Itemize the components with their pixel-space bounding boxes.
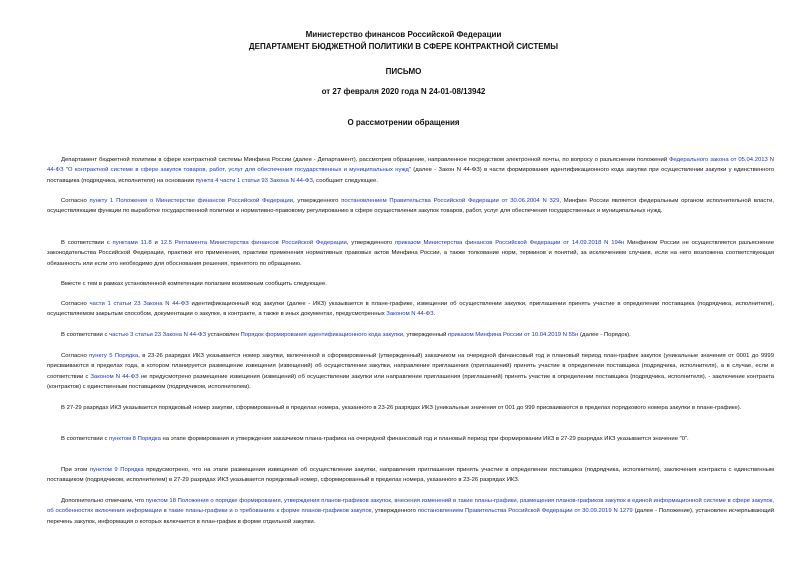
- legal-reference-link[interactable]: пунктами 11.8: [112, 240, 152, 246]
- legal-reference-link[interactable]: пунктом 8 Порядка: [109, 436, 161, 442]
- legal-reference-link[interactable]: Законом N 44-ФЗ: [90, 373, 139, 380]
- legal-reference-link[interactable]: Законом N 44-ФЗ: [386, 311, 434, 318]
- paragraph-text: В соответствии с: [61, 436, 110, 442]
- legal-reference-link[interactable]: пункту 5 Порядка: [89, 353, 139, 359]
- paragraph-text: (далее - Положение), установлен исчерпывающий перечень закупок, информация о которых включается в план-график в форме отдельной закупки.: [47, 508, 774, 525]
- paragraph-text: идентификационный код закупки (далее - ИКЗ) указывается в плане-графике, извещении об осуществлении закупки, приглашении принять участие в определении поставщика (подрядчика, исполнителя), осуществляемом закрытым способом, документации о закупке, в контракте, а также в иных документах, предусмотренных: [47, 301, 774, 318]
- legal-reference-link[interactable]: пункта 4 части 1 статьи 93 Закона N 44-ФЗ: [195, 177, 313, 184]
- paragraph-text: на этапе формирования и утверждения заказчиком плана-графика на очередной финансовый год и плановый период при формировании ИКЗ в 27-29 разрядах ИКЗ указывается значение "0".: [160, 436, 689, 442]
- paragraph-text: не предусмотрено размещение извещения (извещений) об осуществлении закупки или направление приглашения (приглашений) принять участие в определении поставщика (подрядчика, исполнителя), - заключение контракта (контрактов) с единственным поставщиком (подрядчиком, исполнителем).: [47, 373, 774, 390]
- legal-reference-link[interactable]: пункту 1 Положения о Министерстве финансов Российской Федерации: [89, 198, 293, 204]
- paragraph-text: В соответствии с: [61, 240, 113, 246]
- paragraph-text: .: [433, 311, 436, 318]
- paragraph-text: и: [151, 240, 161, 246]
- legal-reference-link[interactable]: части 1 статьи 23 Закона N 44-ФЗ: [89, 301, 189, 307]
- paragraph: [47, 299, 774, 320]
- legal-reference-link[interactable]: приказом Минфина России от 10.04.2019 N 55н: [448, 332, 579, 338]
- paragraph-text: (далее - Закон N 44-ФЗ) в части формирования идентификационного кода закупки при осуществлении закупки у единственного поставщика (подрядчика, исполнителя) на основании: [47, 167, 774, 184]
- paragraph: [47, 434, 774, 444]
- paragraph-text: предусмотрено, что на этапе размещения извещения об осуществлении закупки, направления приглашения принять участие в определении поставщика (подрядчика, исполнителя), заключения контракта с единственным поставщиком (подрядчиком, исполнителем) в 27-29 разрядах ИКЗ указывается порядковый номер, сформированный в пределах номера, указанного в 23-26 разрядах ИКЗ.: [47, 467, 774, 484]
- legal-reference-link[interactable]: Федерального закона от 05.04.2013 N 44-ФЗ "О контрактной системе в сфере закупок товаров, работ, услуг для обеспечения государственных и муниципальных нужд": [47, 157, 774, 174]
- department-title: ДЕПАРТАМЕНТ БЮДЖЕТНОЙ ПОЛИТИКИ В СФЕРЕ КОНТРАКТНОЙ СИСТЕМЫ: [248, 42, 559, 51]
- paragraph: [47, 279, 774, 289]
- legal-reference-link[interactable]: постановлением Правительства Российской Федерации от 30.09.2019 N 1279: [417, 508, 633, 515]
- paragraph: [47, 238, 774, 269]
- paragraph-text: , утвержденный: [403, 332, 449, 338]
- paragraph: [47, 496, 774, 527]
- ministry-title: Министерство финансов Российской Федерации: [305, 30, 502, 39]
- legal-reference-link[interactable]: постановлением Правительства Российской Федерации от 30.06.2004 N 329: [341, 198, 560, 204]
- legal-reference-link[interactable]: пунктом 9 Порядка: [89, 467, 144, 473]
- paragraph-text: , утвержденного: [346, 240, 396, 246]
- paragraph: [47, 403, 774, 413]
- paragraph: [47, 465, 774, 486]
- paragraph-text: В 27-29 разрядах ИКЗ указывается порядковый номер закупки, сформированный в пределах номера, указанного в 23-26 разрядах ИКЗ (уникальные значения от 001 до 999 присваиваются в пределах порядкового номера закупки в плане-графике).: [61, 405, 742, 411]
- legal-reference-link[interactable]: приказом Министерства финансов Российской Федерации от 14.09.2018 N 194н: [395, 240, 625, 246]
- paragraph-text: Вместе с тем в рамках установленной компетенции полагаем возможным сообщить следующее.: [61, 281, 327, 287]
- paragraph-text: Согласно: [61, 353, 90, 359]
- paragraph-text: Согласно: [61, 301, 90, 307]
- paragraph-text: , сообщает следующее.: [312, 177, 378, 184]
- paragraph-text: , утвержденного: [292, 198, 342, 204]
- legal-reference-link[interactable]: пунктом 18 Положения о порядке формирования, утверждения планов-графиков закупок, внесения изменений в такие планы-графики, размещения планов-графиков закупок в единой информационной системе в сфере закупок, об особенностях включения информации в такие планы-графики и о требованиях к форме планов-графиков закупок: [47, 498, 774, 515]
- paragraph-text: установлен: [206, 332, 241, 338]
- paragraph: [47, 330, 774, 340]
- legal-reference-link[interactable]: частью 3 статьи 23 Закона N 44-ФЗ: [109, 332, 207, 338]
- paragraph-text: , Минфин России является федеральным органом исполнительной власти, осуществляющим функции по выработке государственной политики и нормативно-правовому регулированию в сфере осуществления закупок товаров, работ, услуг для обеспечения государственных и муниципальных нужд.: [47, 198, 775, 215]
- paragraph-text: В соответствии с: [61, 332, 110, 338]
- paragraph: [47, 155, 774, 186]
- legal-reference-link[interactable]: Порядок формирования идентификационного кода закупки: [240, 332, 404, 338]
- paragraph-text: (далее - Порядок).: [578, 332, 631, 338]
- paragraph-text: , утвержденного: [371, 508, 418, 515]
- paragraph-text: Департамент бюджетной политики в сфере контрактной системы Минфина России (далее - Департамент), рассмотрев обращение, направленное посредством электронной почты, по вопросу о разъяснении положений: [61, 157, 670, 163]
- paragraph: [47, 351, 774, 392]
- paragraph-text: Минфином России не осуществляется разъяснение законодательства Российской Федерации, практики его применения, практики применения нормативных правовых актов Минфина России, а также толкование норм, терминов и понятий, за исключением случаев, если на него возложена соответствующая обязанность или если это необходимо для обоснования решения, принятого по обращению.: [47, 240, 774, 267]
- paragraph-text: Согласно: [61, 198, 90, 204]
- paragraph-text: Дополнительно отмечаем, что: [61, 498, 146, 504]
- document-date-number: от 27 февраля 2020 года N 24-01-08/13942: [321, 87, 486, 96]
- legal-reference-link[interactable]: 12.5 Регламента Министерства финансов Российской Федерации: [160, 240, 347, 246]
- paragraph: [47, 196, 774, 217]
- paragraph-text: , в 23-26 разрядах ИКЗ указывается номер закупки, включенной в сформированный (утвержденный) заказчиком на очередной финансовый год и плановый период план-график закупок (уникальные значения от 0001 до 9999 присваиваются в пределах года, в котором планируется размещение извещения (извещений) об осуществлении закупки, направление приглашения (приглашений) принять участие в определении поставщика (подрядчика, исполнителя), а в случае, если в соответствии с: [47, 353, 774, 380]
- document-subject: О рассмотрении обращения: [347, 118, 460, 127]
- paragraph-text: При этом: [61, 467, 90, 473]
- document-type: ПИСЬМО: [385, 67, 422, 76]
